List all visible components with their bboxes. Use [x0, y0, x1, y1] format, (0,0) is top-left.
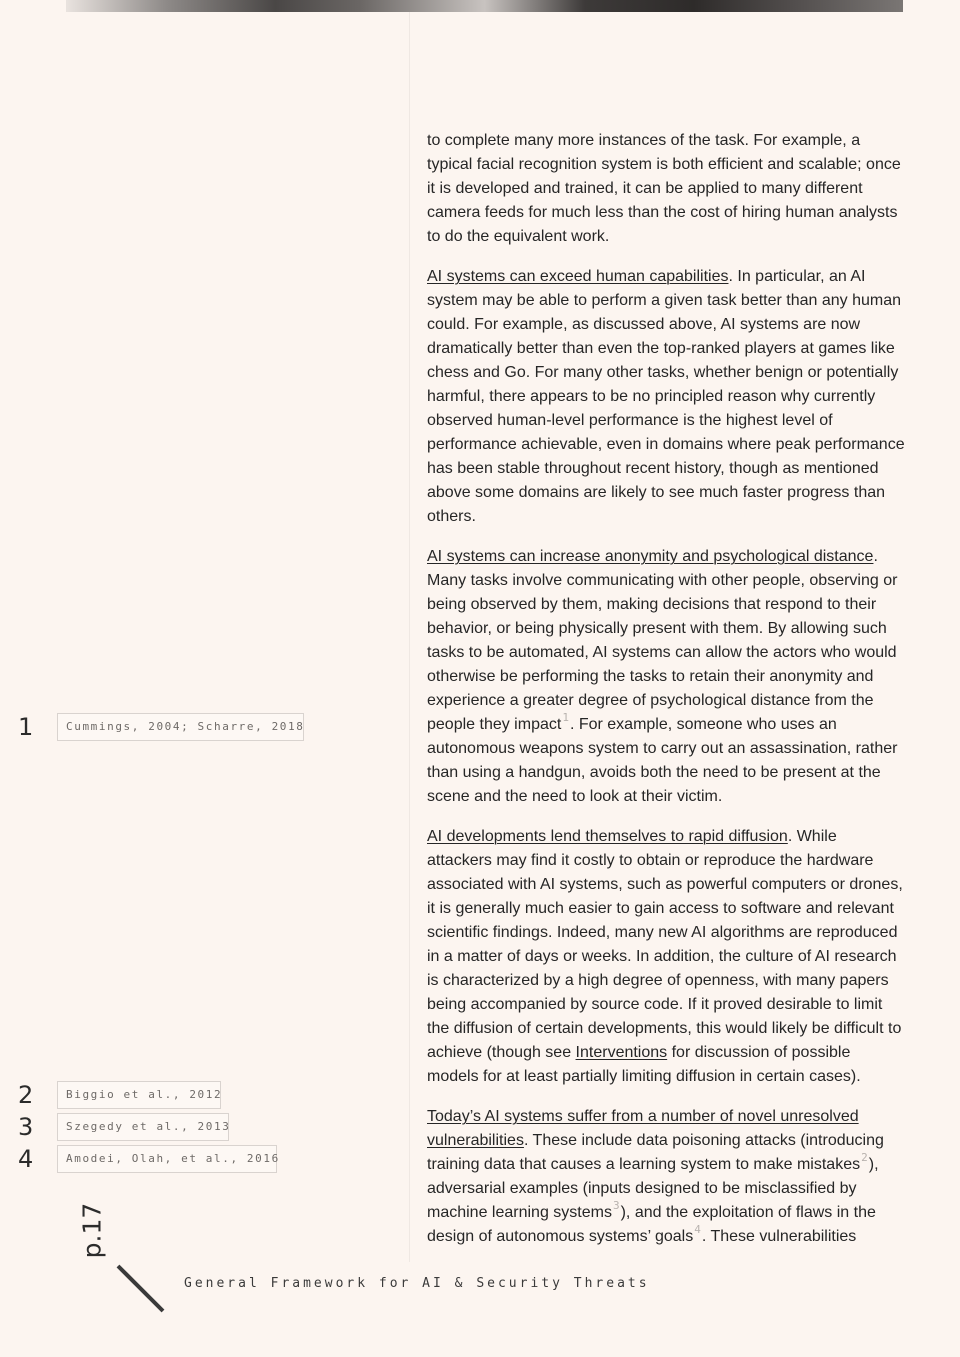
- footnote-ref[interactable]: 1: [562, 711, 569, 724]
- footnote-number: 1: [18, 713, 34, 741]
- paragraph-text: ), and the exploitation of flaws in the design of autonomous systems’ goals: [427, 1204, 876, 1245]
- paragraph-text: . For example, someone who uses an autonomous weapons system to carry out an assassination, rather than using a handgun, avoids both the need to be present at the scene and the need to look at their victim.: [427, 716, 898, 805]
- footer-title: General Framework for AI & Security Threats: [184, 1276, 650, 1291]
- page-number: [72, 1195, 112, 1265]
- column-divider: [409, 12, 410, 1262]
- footnote-ref[interactable]: 2: [861, 1151, 868, 1164]
- section-lead-link[interactable]: AI systems can exceed human capabilities: [427, 268, 729, 285]
- paragraph-anonymity: [427, 545, 905, 809]
- paragraph-text: . In particular, an AI system may be able to perform a given task better than any human could. For example, as discussed above, AI systems are now dramatically better than even the top-ranked players at games like chess and Go. For many other tasks, whether benign or potentially harmful, there appears to be no principled reason why currently observed human-level performance is the highest level of performance achievable, even in domains where peak performance has been stable throughout recent history, though as mentioned above some domains are likely to see much faster progress than others.: [427, 268, 905, 525]
- section-lead-link[interactable]: AI developments lend themselves to rapid diffusion: [427, 828, 788, 845]
- footnote-ref[interactable]: 3: [612, 1199, 620, 1212]
- footnote-number: 3: [18, 1113, 34, 1141]
- paragraph-vulnerabilities: [427, 1105, 905, 1249]
- footnote-number: 4: [18, 1145, 34, 1173]
- paragraph-text: for discussion of possible models for at least partially limiting diffusion in certain cases).: [427, 1044, 861, 1085]
- footnote-citation[interactable]: Cummings, 2004; Scharre, 2018: [57, 713, 304, 741]
- paragraph-exceed-capabilities: [427, 265, 905, 529]
- paragraph-scalability: [427, 129, 905, 249]
- paragraph-text: . These include data poisoning attacks (introducing training data that causes a learning system to make mistakes: [427, 1132, 884, 1173]
- interventions-link[interactable]: Interventions: [575, 1044, 668, 1061]
- body-text-column: [427, 129, 905, 1265]
- header-photo-strip: [66, 0, 903, 12]
- slash-divider-icon: [114, 1262, 170, 1318]
- section-lead-link[interactable]: AI systems can increase anonymity and psychological distance: [427, 548, 874, 565]
- paragraph-diffusion: [427, 825, 905, 1089]
- paragraph-text: . These vulnerabilities: [701, 1228, 857, 1245]
- section-lead-link[interactable]: Today’s AI systems suffer from a number of novel unresolved vulnerabilities: [427, 1108, 859, 1149]
- paragraph-text: ), adversarial examples (inputs designed to be misclassified by machine learning systems: [427, 1156, 879, 1221]
- footnote-ref[interactable]: 4: [694, 1223, 701, 1236]
- paragraph-text: . While attackers may find it costly to obtain or reproduce the hardware associated with AI systems, such as powerful computers or drones, it is generally much easier to gain access to software and relevant scientific findings. Indeed, many new AI algorithms are reproduced in a matter of days or weeks. In addition, the culture of AI research is characterized by a high degree of openness, with many papers being accompanied by source code. If it proved desirable to limit the diffusion of certain developments, this would likely be difficult to achieve (though see: [427, 828, 903, 1061]
- footnote-citation[interactable]: Biggio et al., 2012: [57, 1081, 221, 1109]
- paragraph-text: to complete many more instances of the task. For example, a typical facial recognition system is both efficient and scalable; once it is developed and trained, it can be applied to many different camera feeds for much less than the cost of hiring human analysts to do the equivalent work.: [427, 132, 901, 245]
- page-number-label: p.17: [77, 1202, 107, 1258]
- footnote-citation[interactable]: Szegedy et al., 2013: [57, 1113, 229, 1141]
- paragraph-text: . Many tasks involve communicating with other people, observing or being observed by them, making decisions that respond to their behavior, or being physically present with them. By allowing such tasks to be automated, AI systems can allow the actors who would otherwise be performing the tasks to retain their anonymity and experience a greater degree of psychological distance from the people they impact: [427, 548, 898, 733]
- footnote-citation[interactable]: Amodei, Olah, et al., 2016: [57, 1145, 277, 1173]
- footnote-number: 2: [18, 1081, 34, 1109]
